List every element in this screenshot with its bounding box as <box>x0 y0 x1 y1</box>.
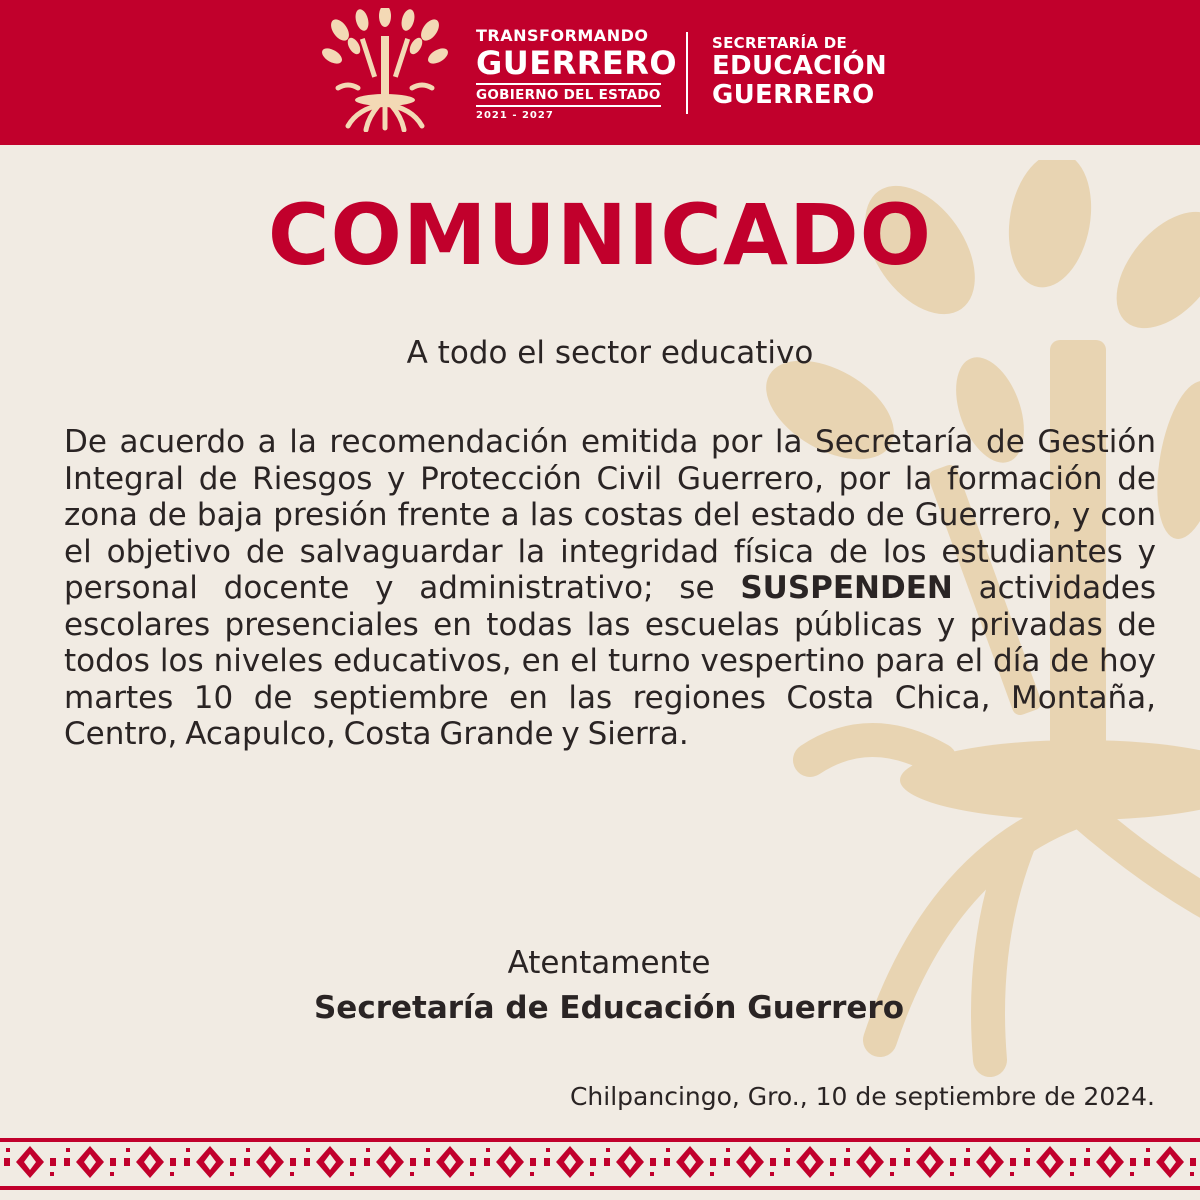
tree-emblem-icon <box>318 8 452 132</box>
place-and-date: Chilpancingo, Gro., 10 de septiembre de 2024. <box>569 1082 1155 1111</box>
page-title: COMUNICADO <box>267 186 933 284</box>
secretariat-logo <box>712 34 887 110</box>
signatory: Secretaría de Educación Guerrero <box>313 990 905 1026</box>
body-text-part-1: De acuerdo a la recomendación emitida por la Secretaría de Gestión Integral de Riesgos y Protección Civil Guerrero, por la formación de zona de baja presión frente a las costas del estado de Guerrero, y con el objetivo de salvaguardar la integridad física de los estudiantes y personal docente y administrativo; se <box>64 424 1156 606</box>
secretariat-line-2: EDUCACIÓN <box>712 51 887 81</box>
state-government-logo <box>476 26 676 121</box>
govt-years: 2021 - 2027 <box>476 110 554 121</box>
govt-tagline: TRANSFORMANDO <box>476 26 649 45</box>
body-text-part-2: actividades escolares presenciales en todas las escuelas públicas y privadas de todos los niveles educativos, en el turno vespertino para el día de hoy martes 10 de septiembre en las regiones Costa Chica, Montaña, Centro, Acapulco, Costa Grande y Sierra. <box>64 570 1156 752</box>
secretariat-line-3: GUERRERO <box>712 80 875 110</box>
govt-name: GUERRERO <box>476 44 678 82</box>
header-divider <box>686 32 688 114</box>
govt-subtitle: GOBIERNO DEL ESTADO <box>476 83 661 107</box>
closing-salutation: Atentamente <box>507 945 711 981</box>
embroidery-border <box>0 1128 1200 1200</box>
announcement-body <box>64 424 1156 753</box>
secretariat-line-1: SECRETARÍA DE <box>712 34 848 52</box>
header-banner <box>0 0 1200 145</box>
suspension-emphasis: SUSPENDEN <box>740 570 953 606</box>
greeting: A todo el sector educativo <box>406 335 814 371</box>
